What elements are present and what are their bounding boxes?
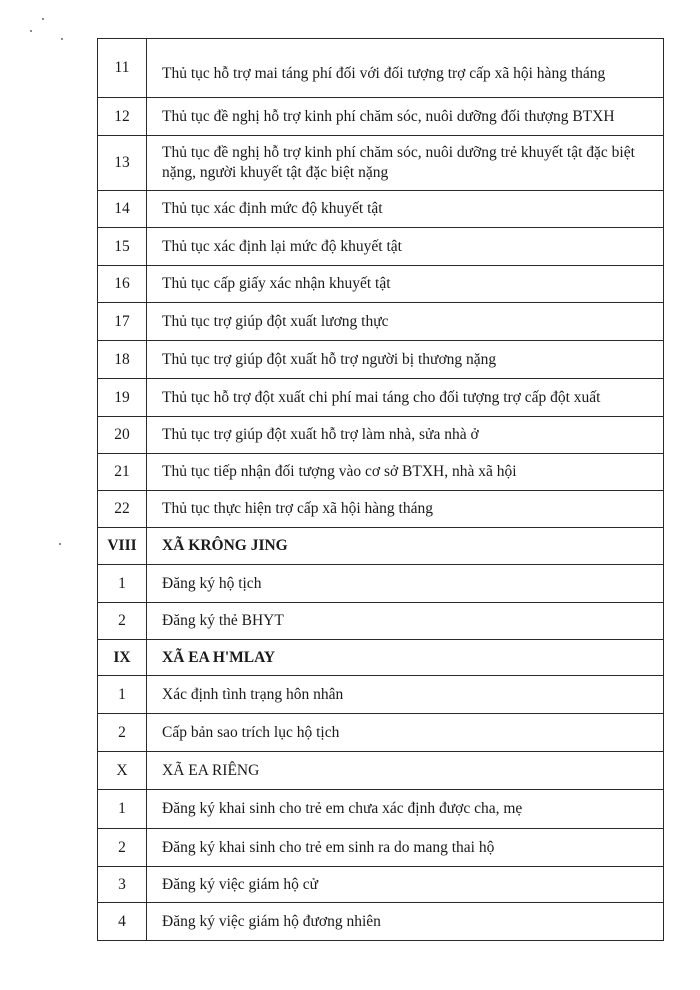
row-number: 13 [98,136,147,191]
row-text: Thủ tục xác định mức độ khuyết tật [147,191,664,228]
row-text: Cấp bản sao trích lục hộ tịch [147,714,664,752]
row-number: 1 [98,790,147,829]
table-row [98,829,664,867]
table-row [98,565,664,603]
row-text: Thủ tục trợ giúp đột xuất lương thực [147,303,664,341]
scan-speck [42,18,44,20]
section-number: X [98,752,147,790]
scan-speck [30,30,32,32]
section-number: VIII [98,528,147,565]
row-number: 3 [98,867,147,903]
row-number: 1 [98,565,147,603]
row-text: Đăng ký thẻ BHYT [147,603,664,640]
row-number: 18 [98,341,147,379]
row-number: 16 [98,266,147,303]
row-text: Thủ tục xác định lại mức độ khuyết tật [147,228,664,266]
table-row [98,417,664,454]
table-row [98,603,664,640]
table-row [98,191,664,228]
table-row [98,790,664,829]
row-text: Thủ tục thực hiện trợ cấp xã hội hàng tháng [147,491,664,528]
row-number: 2 [98,714,147,752]
row-text: Đăng ký khai sinh cho trẻ em sinh ra do mang thai hộ [147,829,664,867]
row-text: Thủ tục tiếp nhận đối tượng vào cơ sở BTXH, nhà xã hội [147,454,664,491]
section-header-row [98,752,664,790]
row-number: 1 [98,676,147,714]
table-row [98,266,664,303]
row-text: Thủ tục trợ giúp đột xuất hỗ trợ làm nhà, sửa nhà ở [147,417,664,454]
section-title: XÃ KRÔNG JING [147,528,664,565]
table-row [98,303,664,341]
scan-speck [61,38,63,40]
row-text: Thủ tục hỗ trợ đột xuất chi phí mai táng cho đối tượng trợ cấp đột xuất [147,379,664,417]
table-row [98,867,664,903]
table-row [98,491,664,528]
row-number: 2 [98,829,147,867]
row-number: 15 [98,228,147,266]
table-row [98,676,664,714]
table-row [98,136,664,191]
procedures-table [97,38,664,941]
table-row [98,714,664,752]
row-number: 21 [98,454,147,491]
table-row [98,379,664,417]
row-text: Đăng ký hộ tịch [147,565,664,603]
row-text: Đăng ký việc giám hộ đương nhiên [147,903,664,941]
section-header-row [98,528,664,565]
row-text: Đăng ký việc giám hộ cử [147,867,664,903]
row-number: 4 [98,903,147,941]
section-title: XÃ EA RIÊNG [147,752,664,790]
table-row [98,98,664,136]
row-text: Thủ tục hỗ trợ mai táng phí đối với đối tượng trợ cấp xã hội hàng tháng [147,39,664,98]
row-text: Thủ tục đề nghị hỗ trợ kinh phí chăm sóc, nuôi dưỡng trẻ khuyết tật đặc biệt nặng, người khuyết tật đặc biệt nặng [147,136,664,191]
row-number: 2 [98,603,147,640]
row-text: Xác định tình trạng hôn nhân [147,676,664,714]
table-row [98,341,664,379]
row-text: Thủ tục cấp giấy xác nhận khuyết tật [147,266,664,303]
row-text: Đăng ký khai sinh cho trẻ em chưa xác định được cha, mẹ [147,790,664,829]
row-text: Thủ tục trợ giúp đột xuất hỗ trợ người bị thương nặng [147,341,664,379]
table-row [98,454,664,491]
row-number: 12 [98,98,147,136]
section-header-row [98,640,664,676]
table-row [98,39,664,98]
row-number: 17 [98,303,147,341]
scan-speck [59,543,61,545]
row-number: 11 [98,39,147,98]
section-title: XÃ EA H'MLAY [147,640,664,676]
row-number: 22 [98,491,147,528]
row-text: Thủ tục đề nghị hỗ trợ kinh phí chăm sóc, nuôi dưỡng đối thượng BTXH [147,98,664,136]
table-row [98,228,664,266]
section-number: IX [98,640,147,676]
row-number: 14 [98,191,147,228]
table-row [98,903,664,941]
row-number: 19 [98,379,147,417]
row-number: 20 [98,417,147,454]
